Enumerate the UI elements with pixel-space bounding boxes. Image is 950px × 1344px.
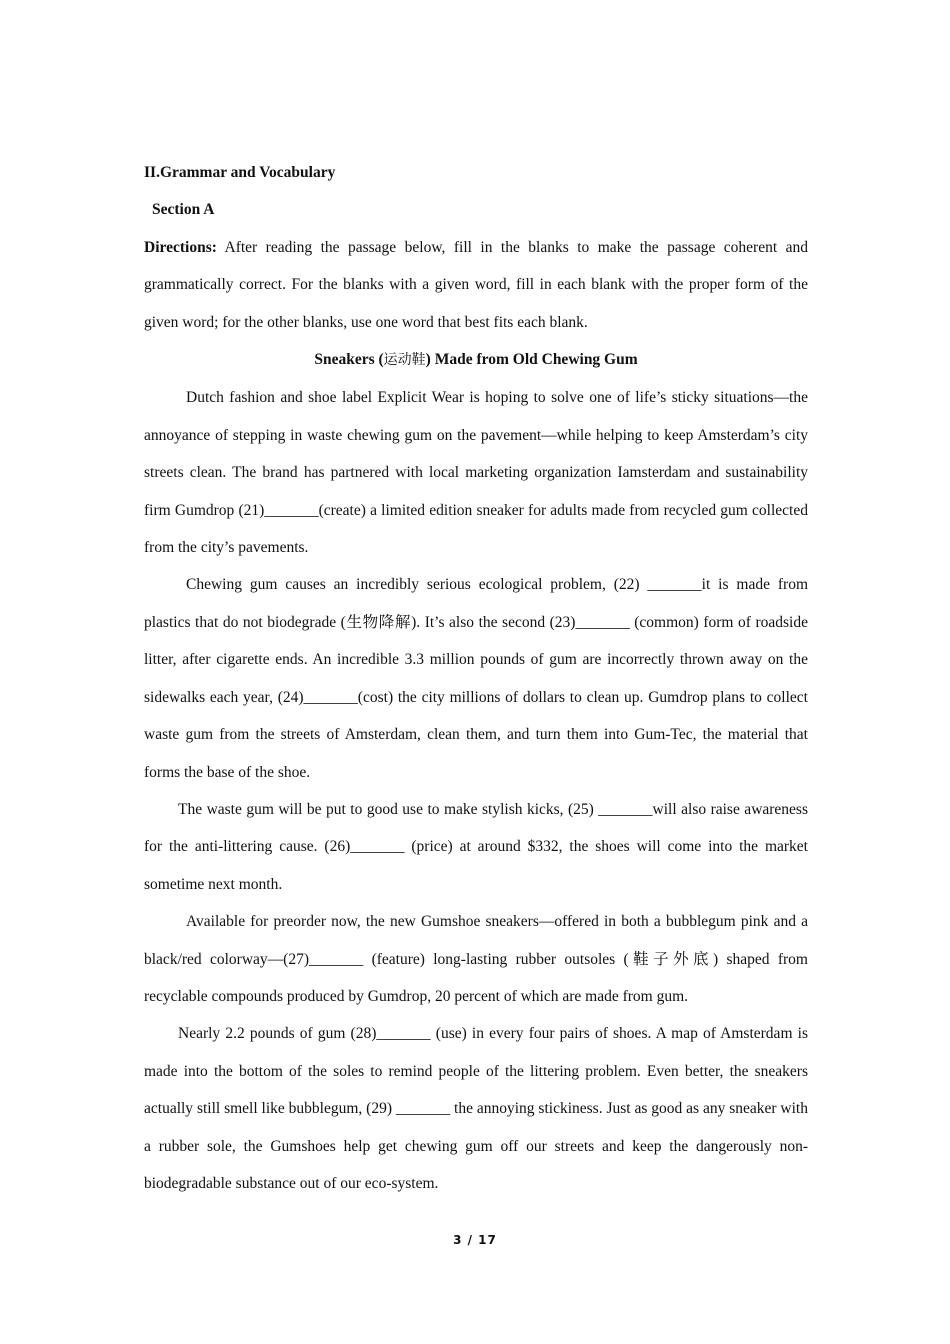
paragraph-1: Dutch fashion and shoe label Explicit Wear is hoping to solve one of life’s sticky situations—the annoyance of stepping in waste chewing gum on the pavement—while helping to keep Amsterdam’s city streets clean. The brand has partnered with local marketing organization Iamsterdam and sustainability firm Gumdrop (21)_______(create) a limited edition sneaker for adults made from recycled gum collected from the city’s pavements. <box>144 389 808 557</box>
section-heading: II.Grammar and Vocabulary <box>144 164 336 181</box>
paragraph-5: Nearly 2.2 pounds of gum (28)_______ (use) in every four pairs of shoes. A map of Amsterdam is made into the bottom of the soles to remind people of the littering problem. Even better, the sneakers actually still smell like bubblegum, (29) _______ the annoying stickiness. Just as good as any sneaker with a rubber sole, the Gumshoes help get chewing gum off our streets and keep the dangerously non-biodegradable substance out of our eco-system. <box>144 1025 808 1192</box>
paragraph-2: Chewing gum causes an incredibly serious ecological problem, (22) _______it is made from plastics that do not biodegrade (生物降解). It’s also the second (23)_______ (common) form of roadside litter, after cigarette ends. An incredible 3.3 million pounds of gum are incorrectly thrown away on the sidewalks each year, (24)_______(cost) the city millions of dollars to clean up. Gumdrop plans to collect waste gum from the streets of Amsterdam, clean them, and turn them into Gum-Tec, the material that forms the base of the shoe. <box>144 576 808 781</box>
paragraph-4: Available for preorder now, the new Gumshoe sneakers—offered in both a bubblegum pink and a black/red colorway—(27)_______ (feature) long-lasting rubber outsoles (鞋子外底) shaped from recyclable compounds produced by Gumdrop, 20 percent of which are made from gum. <box>144 913 808 1005</box>
passage-title <box>144 341 808 379</box>
page-number: 3 / 17 <box>453 1233 497 1247</box>
directions <box>144 229 808 341</box>
directions-label: Directions: <box>144 238 217 256</box>
directions-text: After reading the passage below, fill in the blanks to make the passage coherent and grammatically correct. For the blanks with a given word, fill in each blank with the proper form of the given word; for the other blanks, use one word that best fits each blank. <box>144 238 808 331</box>
title-chinese-gloss: 运动鞋 <box>383 352 426 369</box>
page-content <box>144 154 808 1202</box>
title-part-2: ) Made from Old Chewing Gum <box>425 351 638 369</box>
section-subheading: Section A <box>152 201 215 219</box>
title-part-1: Sneakers ( <box>314 351 384 369</box>
paragraph-3: The waste gum will be put to good use to make stylish kicks, (25) _______will also raise awareness for the anti-littering cause. (26)_______ (price) at around $332, the shoes will come into the market sometime next month. <box>144 800 808 893</box>
